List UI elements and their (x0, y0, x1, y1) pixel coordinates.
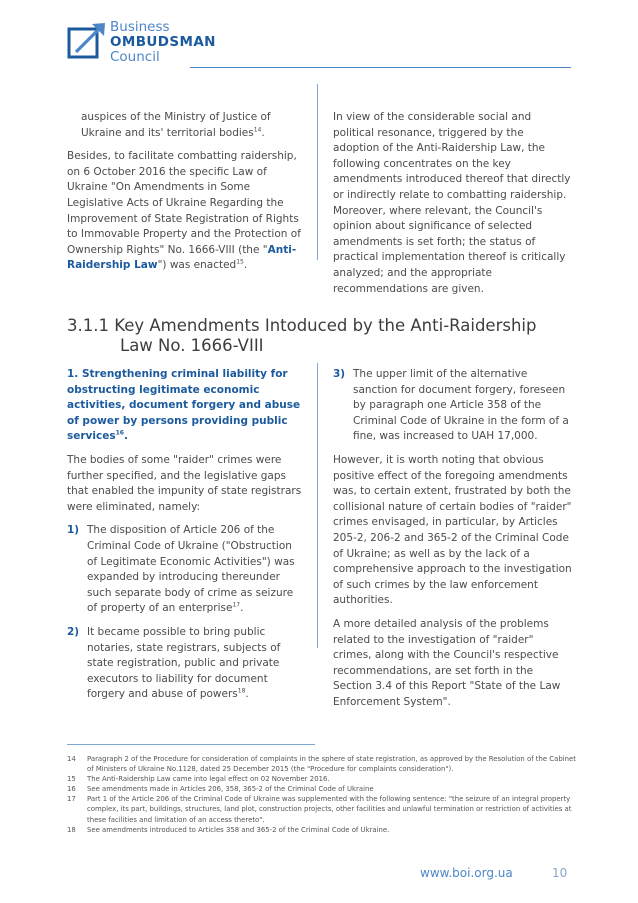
footnote-ref-14: 14 (253, 126, 262, 134)
footnote-number: 14 (67, 755, 76, 763)
list-item-number: 1) (67, 524, 80, 537)
top-right-column (333, 110, 573, 305)
footnote (67, 754, 577, 774)
footnotes (67, 754, 577, 835)
section-title-line-2: Law No. 1666-VIII (120, 335, 264, 355)
list-item-text: The disposition of Article 206 of the Criminal Code of Ukraine ("Obstruction of Legitimate Economic Activities") was expanded by introducing thereunder such separate body of crime as seizure of property of an enterprise$^{17}$. (87, 524, 295, 615)
top-left-paragraph-1: auspices of the Ministry of Justice of Ukraine and its' territorial bodies$^{14}$. (81, 111, 271, 139)
top-left-column (67, 110, 302, 282)
section-title (67, 316, 587, 355)
list-item (67, 523, 305, 617)
section-title-line-1: 3.1.1 Key Amendments Intoduced by the Anti-Raidership (67, 316, 537, 335)
footnote-text: See amendments introduced to Articles 358 and 365-2 of the Criminal Code of Ukraine. (87, 825, 390, 834)
logo-wordmark (110, 20, 216, 65)
list-item-number: 3) (333, 368, 346, 380)
right-column (333, 367, 573, 718)
footnote-ref-16: 16 (115, 429, 124, 437)
footnote-number: 15 (67, 775, 76, 784)
top-left-p2-text-b: ") was enacted (157, 259, 237, 272)
footnote-ref-17: 17 (232, 601, 241, 609)
amendment-heading-1: 1. Strengthening criminal liability for obstructing legitimate economic activities, document forgery and abuse of power by persons providing public services$^{16}$. (67, 368, 301, 443)
footnote-divider (67, 744, 315, 745)
logo-arrow-icon (67, 21, 107, 61)
footnote-text: See amendments made in Articles 206, 358, 365-2 of the Criminal Code of Ukraine (87, 785, 374, 794)
footnote-ref-18: 18 (237, 687, 246, 695)
left-intro-paragraph: The bodies of some "raider" crimes were further specified, and the legislative gaps that enabled the impunity of state registrars were eliminated, namely: (67, 453, 302, 513)
top-left-p2-text-a: Besides, to facilitate combatting raidership, on 6 October 2016 the specific Law of Ukraine "On Amendments in Some Legislative Acts of Ukraine Regarding the Improvement of State Registration of Rights to Immovable Property and the Protection of Ownership Rights" No. 1666-VIII (the " (67, 150, 301, 256)
left-column (67, 367, 305, 711)
website-link[interactable]: www.boi.org.ua (420, 866, 513, 880)
header-divider (190, 67, 571, 68)
list-item (67, 625, 305, 703)
logo-line-ombudsman: OMBUDSMAN (110, 34, 216, 50)
footnote (67, 774, 577, 784)
list-item (333, 367, 573, 445)
footnote-number: 18 (67, 825, 76, 834)
right-paragraph-2: However, it is worth noting that obvious positive effect of the foregoing amendments was, to certain extent, frustrated by both the collisional nature of certain bodies of "raider" crimes envisaged, in particular, by Articles 205-2, 206-2 and 365-2 of the Criminal Code of Ukraine; as well as by the lack of a comprehensive approach to the investigation of such crimes by the law enforcement authorities. (333, 453, 572, 607)
list-item-2-text: It became possible to bring public notaries, state registrars, subjects of state registration, public and private executors to liability for document forgery and abuse of powers (87, 625, 281, 701)
top-right-paragraph-1: In view of the considerable social and political resonance, triggered by the adoption of the Anti-Raidership Law, the following concentrates on the key amendments introduced thereof that directly or indirectly relate to combatting raidership. Moreover, where relevant, the Council's opinion about significance of selected amendments is set forth; the status of practical implementation thereof is critically analyzed; and the appropriate recommendations are given. (333, 111, 571, 295)
footnote (67, 784, 577, 794)
list-item-text: It became possible to bring public notaries, state registrars, subjects of state registration, public and private executors to liability for document forgery and abuse of powers$^{18}$. (87, 625, 281, 701)
footnote-ref-15: 15 (236, 258, 244, 266)
footnote-number: 17 (67, 795, 76, 804)
top-left-paragraph-2: Besides, to facilitate combatting raidership, on 6 October 2016 the specific Law of Ukraine "On Amendments in Some Legislative Acts of Ukraine Regarding the Improvement of State Registration of Rights to Immovable Property and the Protection of Ownership Rights" No. 1666-VIII (the "Anti-Raidership Law") was enacted$^{15}$. (67, 150, 301, 272)
footnote-number: 16 (67, 785, 76, 794)
amendment-heading-text: 1. Strengthening criminal liability for obstructing legitimate economic activities, document forgery and abuse of power by persons providing public services (67, 368, 301, 443)
footnote-text: The Anti-Raidership Law came into legal effect on 02 November 2016. (87, 775, 330, 784)
footnote (67, 825, 577, 835)
footnote (67, 794, 577, 824)
footnote-text: Part 1 of the Article 206 of the Criminal Code of Ukraine was supplemented with the following sentence: "the seizure of an integral property complex, its part, buildings, structures, land plot, construction projects, other facilities and unlawful termination or restriction of activities at these facilities and limitation of an access thereto". (87, 795, 572, 824)
logo-line-council: Council (110, 49, 160, 65)
list-item-3-text: The upper limit of the alternative sanction for document forgery, foreseen by paragraph one Article 358 of the Criminal Code of Ukraine in the form of a fine, was increased to UAH 17,000. (353, 368, 569, 443)
list-item-1-text: The disposition of Article 206 of the Criminal Code of Ukraine ("Obstruction of Legitimate Economic Activities") was expanded by introducing thereunder such separate body of crime as seizure of property of an enterprise (87, 524, 295, 615)
page-number: 10 (552, 866, 568, 880)
column-divider-top (317, 84, 318, 260)
footnote-text: Paragraph 2 of the Procedure for consideration of complaints in the sphere of state registration, as approved by the Resolution of the Cabinet of Ministers of Ukraine No.1128, dated 25 December 2015 (the "Procedure for complaints consideration"). (87, 755, 576, 774)
right-paragraph-3: A more detailed analysis of the problems related to the investigation of "raider" crimes, along with the Council's respective recommendations, are set forth in the Section 3.4 of this Report "State of the Law Enforcement System". (333, 617, 561, 708)
list-item-number: 2) (67, 625, 80, 638)
column-divider-middle (317, 363, 318, 648)
logo-line-business: Business (110, 19, 170, 35)
anti-raidership-law-term: Anti-Raidership Law (67, 243, 297, 272)
top-left-p1-text: auspices of the Ministry of Justice of Ukraine and its' territorial bodies (81, 111, 271, 139)
